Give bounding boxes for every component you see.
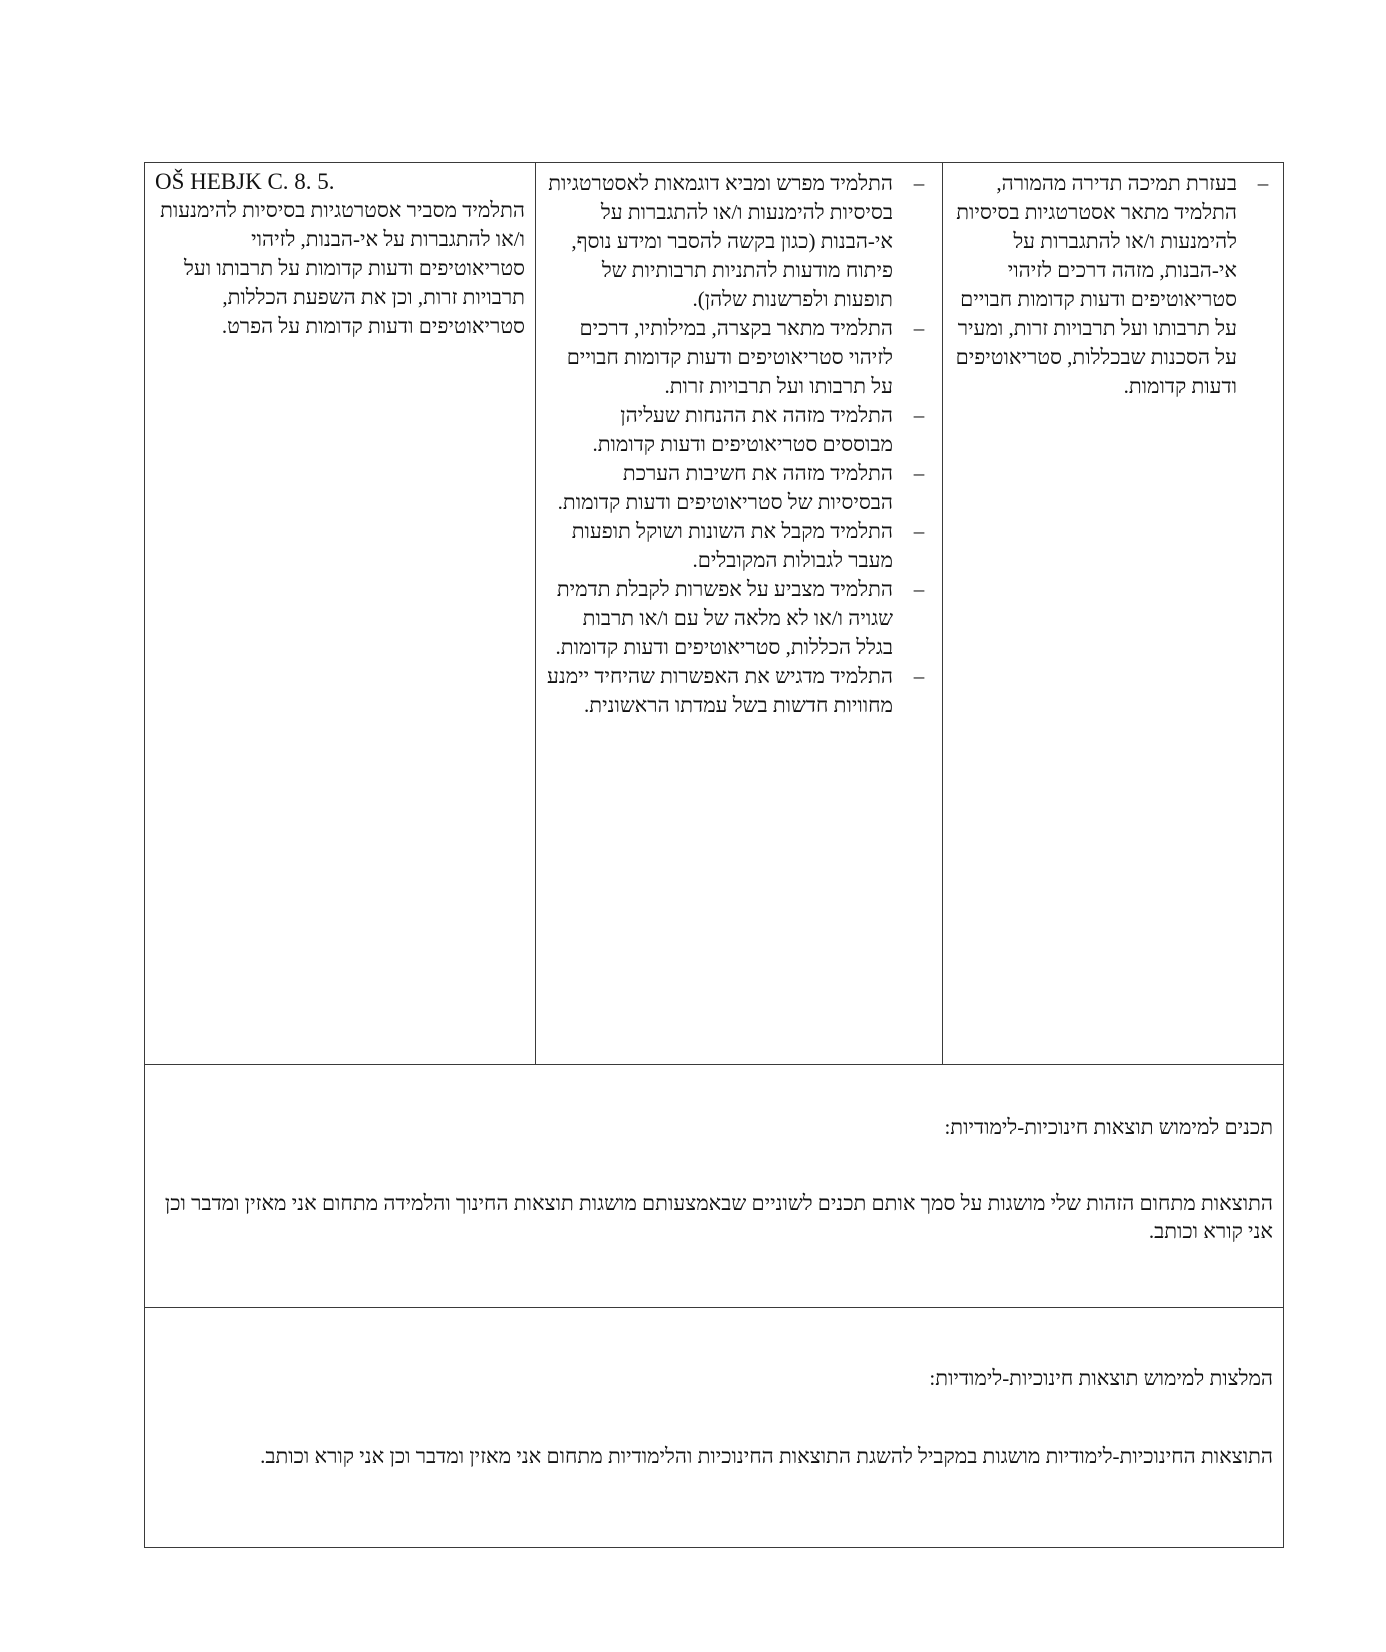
dash-bullet-icon: – xyxy=(913,577,925,601)
outcome-description: התלמיד מסביר אסטרטגיות בסיסיות להימנעות ו/או להתגברות על אי-הבנות, לזיהוי סטריאוטיפים ודעות קדומות על תרבותו ועל תרבויות זרות, וכן את השפעת הכללות, סטריאוטיפים ודעות קדומות על הפרט. xyxy=(160,198,525,338)
list-item xyxy=(545,575,929,662)
dash-bullet-icon: – xyxy=(1257,171,1269,195)
section-body: התוצאות מתחום הזהות שלי מושגות על סמך אותם תכנים לשוניים שבאמצעותם מושגות תוצאות החינוך והלמידה מתחום אני מאזין ומדבר וכן אני קורא וכותב. xyxy=(164,1191,1273,1243)
section-heading: המלצות למימוש תוצאות חינוכיות-לימודיות: xyxy=(929,1366,1273,1390)
list-item-text: בעזרת תמיכה תדירה מהמורה, התלמיד מתאר אסטרטגיות בסיסיות להימנעות ו/או להתגברות על אי-הבנות, מזהה דרכים לזיהוי סטריאוטיפים ודעות קדומות חבויים על תרבותו ועל תרבויות זרות, ומעיר על הסכנות שבכללות, סטריאוטיפים ודעות קדומות. xyxy=(955,171,1237,398)
list-item-text: התלמיד מדגיש את האפשרות שהיחיד יימנע מחוויות חדשות בשל עמדתו הראשונית. xyxy=(547,664,893,717)
outcome-code: OŠ HEBJK C. 8. 5. xyxy=(155,169,335,194)
list-item xyxy=(545,517,929,575)
dash-bullet-icon: – xyxy=(913,403,925,427)
column-divider xyxy=(535,163,536,1064)
contents-section xyxy=(145,1065,1283,1308)
list-item xyxy=(545,314,929,401)
dash-bullet-icon: – xyxy=(913,461,925,485)
dash-bullet-icon: – xyxy=(913,316,925,340)
elaboration-cell xyxy=(545,169,929,720)
section-body: התוצאות החינוכיות-לימודיות מושגות במקביל להשגת התוצאות החינוכיות והלימודיות מתחום אני מאזין ומדבר וכן אני קורא וכותב. xyxy=(260,1444,1273,1468)
outcomes-row xyxy=(145,163,1283,1065)
outcomes-table xyxy=(144,162,1284,1548)
list-item xyxy=(545,459,929,517)
list-item xyxy=(545,401,929,459)
list-item-text: התלמיד מצביע על אפשרות לקבלת תדמית שגויה ו/או לא מלאה של עם ו/או תרבות בגלל הכללות, סטריאוטיפים ודעות קדומות. xyxy=(555,577,893,659)
dash-bullet-icon: – xyxy=(913,664,925,688)
outcome-cell xyxy=(155,169,525,341)
list-item-text: התלמיד מזהה את חשיבות הערכת הבסיסיות של סטריאוטיפים ודעות קדומות. xyxy=(557,461,893,514)
list-item xyxy=(545,662,929,720)
list-item-text: התלמיד מפרש ומביא דוגמאות לאסטרטגיות בסיסיות להימנעות ו/או להתגברות על אי-הבנות (כגון בקשה להסבר ומידע נוסף, פיתוח מודעות להתניות תרבותיות של תופעות ולפרשנות שלהן). xyxy=(548,171,893,311)
section-heading: תכנים למימוש תוצאות חינוכיות-לימודיות: xyxy=(944,1115,1273,1139)
dash-bullet-icon: – xyxy=(913,171,925,195)
list-item-text: התלמיד מזהה את ההנחות שעליהן מבוססים סטריאוטיפים ודעות קדומות. xyxy=(592,403,893,456)
list-item-text: התלמיד מתאר בקצרה, במילותיו, דרכים לזיהוי סטריאוטיפים ודעות קדומות חבויים על תרבותו ועל תרבויות זרות. xyxy=(566,316,893,398)
list-item xyxy=(545,169,929,314)
list-item xyxy=(953,169,1273,401)
dash-bullet-icon: – xyxy=(913,519,925,543)
column-divider xyxy=(942,163,943,1064)
support-level-cell xyxy=(953,169,1273,401)
recommendations-section xyxy=(145,1308,1283,1548)
list-item-text: התלמיד מקבל את השונות ושוקל תופעות מעבר לגבולות המקובלים. xyxy=(571,519,893,572)
